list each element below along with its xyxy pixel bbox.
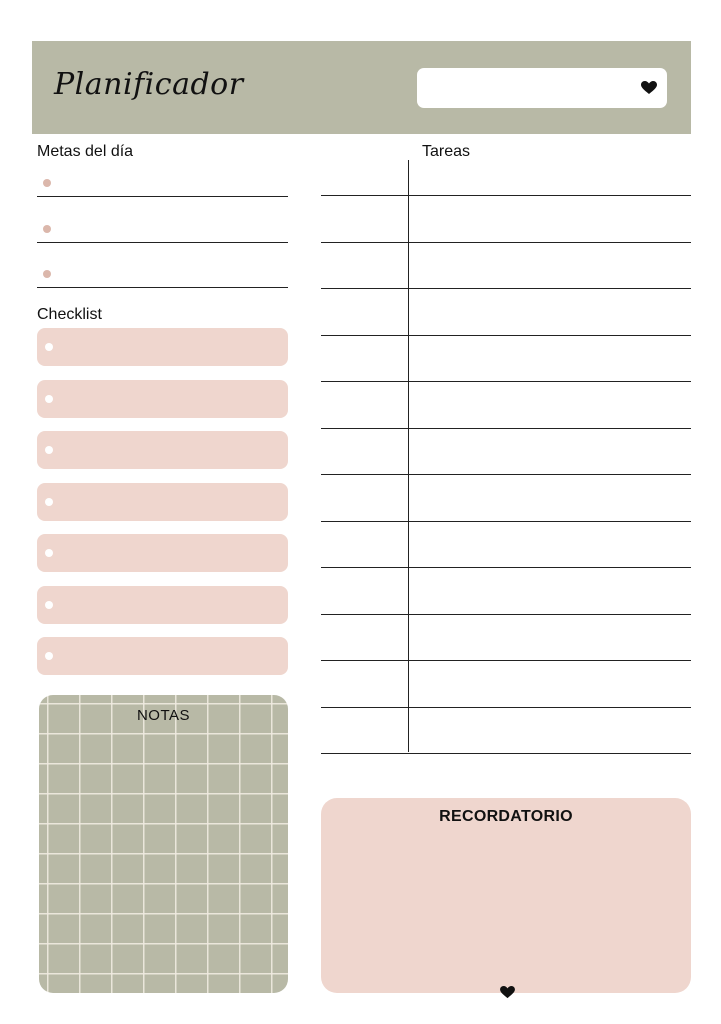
task-row-line[interactable] (321, 381, 691, 382)
reminder-panel[interactable] (321, 798, 691, 993)
checklist-item[interactable] (37, 586, 288, 624)
header-bar (32, 41, 691, 134)
checklist-bullet (45, 446, 53, 454)
goals-label: Metas del día (37, 143, 134, 160)
task-row-line[interactable] (321, 474, 691, 475)
task-row-line[interactable] (321, 195, 691, 196)
tasks-table (321, 160, 691, 753)
goal-bullet (43, 270, 51, 278)
checklist-bullet (45, 601, 53, 609)
checklist-bullet (45, 549, 53, 557)
checklist-bullet (45, 395, 53, 403)
task-row-line[interactable] (321, 242, 691, 243)
page-title: Planificador (54, 67, 244, 102)
task-row-line[interactable] (321, 521, 691, 522)
header-name-box[interactable] (417, 68, 667, 108)
task-row-line[interactable] (321, 707, 691, 708)
task-row-line[interactable] (321, 567, 691, 568)
checklist-bullet (45, 498, 53, 506)
reminder-title: RECORDATORIO (439, 808, 573, 825)
checklist-item[interactable] (37, 328, 288, 366)
checklist-item[interactable] (37, 380, 288, 418)
goal-bullet (43, 225, 51, 233)
notes-title: NOTAS (136, 707, 191, 724)
tasks-label: Tareas (422, 143, 471, 160)
task-row-line[interactable] (321, 428, 691, 429)
checklist-bullet (45, 652, 53, 660)
goal-line[interactable] (37, 287, 288, 288)
heart-icon (641, 81, 657, 95)
checklist-item[interactable] (37, 483, 288, 521)
notes-panel[interactable] (39, 695, 288, 993)
task-row-line[interactable] (321, 614, 691, 615)
goal-line[interactable] (37, 196, 288, 197)
task-row-line[interactable] (321, 288, 691, 289)
task-row-line[interactable] (321, 753, 691, 754)
checklist-bullet (45, 343, 53, 351)
goal-bullet (43, 179, 51, 187)
checklist-item[interactable] (37, 431, 288, 469)
tasks-divider (408, 160, 409, 752)
task-row-line[interactable] (321, 335, 691, 336)
task-row-line[interactable] (321, 660, 691, 661)
heart-icon (500, 986, 515, 999)
checklist-label: Checklist (37, 306, 102, 323)
checklist-item[interactable] (37, 637, 288, 675)
goal-line[interactable] (37, 242, 288, 243)
checklist-item[interactable] (37, 534, 288, 572)
